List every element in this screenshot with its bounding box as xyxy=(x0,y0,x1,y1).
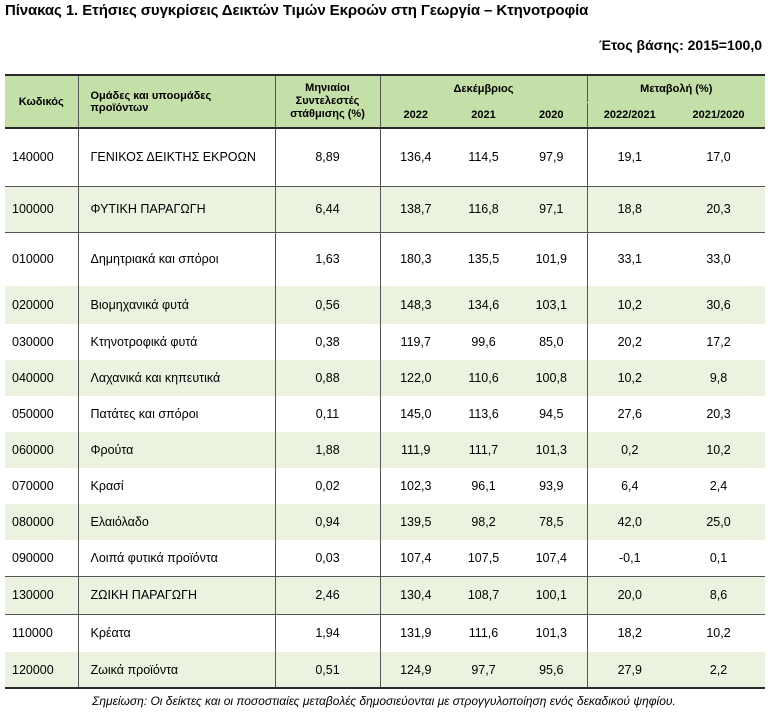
cell-code: 080000 xyxy=(5,504,78,540)
table-row xyxy=(5,232,765,286)
cell-change-2022-2021: 10,2 xyxy=(587,360,672,396)
table-row xyxy=(5,324,765,360)
cell-name: Λοιπά φυτικά προϊόντα xyxy=(78,540,275,576)
cell-name: Δημητριακά και σπόροι xyxy=(78,232,275,286)
cell-change-2022-2021: 18,2 xyxy=(587,614,672,652)
cell-dec-2020: 97,9 xyxy=(516,128,587,186)
header-2021: 2021 xyxy=(451,103,516,129)
cell-dec-2021: 97,7 xyxy=(451,652,516,688)
cell-change-2022-2021: 6,4 xyxy=(621,479,639,493)
cell-dec-2020: 94,5 xyxy=(516,396,587,432)
table-row xyxy=(5,128,765,186)
cell-change-2021-2020: 25,0 xyxy=(672,504,765,540)
cell-change-2022-2021: -0,1 xyxy=(618,550,641,565)
cell-change-2021-2020: 20,3 xyxy=(706,407,731,421)
cell-dec-2021: 107,5 xyxy=(467,550,500,565)
cell-change-2022-2021: 42,0 xyxy=(587,504,672,540)
cell-change-2022-2021: 33,1 xyxy=(587,232,672,286)
cell-dec-2021: 135,5 xyxy=(451,232,516,286)
cell-name: Πατάτες και σπόροι xyxy=(78,396,275,432)
cell-weight: 0,38 xyxy=(275,324,380,360)
cell-name: Βιομηχανικά φυτά xyxy=(78,286,275,324)
cell-dec-2020: 100,1 xyxy=(516,576,587,614)
cell-weight: 0,94 xyxy=(275,504,380,540)
cell-weight: 1,88 xyxy=(275,432,380,468)
cell-dec-2022: 136,4 xyxy=(400,150,432,165)
cell-weight: 1,63 xyxy=(275,232,380,286)
cell-name: Λαχανικά και κηπευτικά xyxy=(78,360,275,396)
cell-dec-2021: 111,7 xyxy=(451,432,516,468)
cell-change-2021-2020: 10,2 xyxy=(672,432,765,468)
cell-code: 090000 xyxy=(5,540,78,576)
cell-dec-2021: 99,6 xyxy=(471,335,496,349)
cell-dec-2022: 180,3 xyxy=(380,232,451,286)
cell-weight: 0,03 xyxy=(275,540,380,576)
table-row xyxy=(5,468,765,504)
cell-code: 100000 xyxy=(5,186,78,232)
cell-change-2022-2021: 20,2 xyxy=(617,335,642,349)
cell-change-2021-2020: 17,0 xyxy=(706,150,731,165)
cell-dec-2020: 85,0 xyxy=(516,324,587,360)
cell-dec-2022: 138,7 xyxy=(380,186,451,232)
cell-code: 130000 xyxy=(5,576,78,614)
cell-code: 030000 xyxy=(5,324,78,360)
cell-change-2021-2020: 0,1 xyxy=(709,550,728,565)
cell-dec-2020: 101,9 xyxy=(516,232,587,286)
header-change-2022-2021: 2022/2021 xyxy=(587,103,672,129)
cell-code: 060000 xyxy=(5,432,78,468)
cell-weight: 0,88 xyxy=(275,360,380,396)
table-title: Πίνακας 1. Ετήσιες συγκρίσεις Δεικτών Τιμών Εκροών στη Γεωργία – Κτηνοτροφία xyxy=(5,2,589,19)
cell-name: Κτηνοτροφικά φυτά xyxy=(78,324,275,360)
cell-change-2021-2020: 2,4 xyxy=(709,479,728,493)
table-row xyxy=(5,504,765,540)
cell-change-2022-2021: 27,9 xyxy=(587,652,672,688)
cell-change-2022-2021: 18,8 xyxy=(587,186,672,232)
table-row xyxy=(5,432,765,468)
cell-dec-2021: 96,1 xyxy=(471,479,496,493)
cell-name: Ελαιόλαδο xyxy=(78,504,275,540)
cell-weight: 0,02 xyxy=(275,468,380,504)
cell-name: ΓΕΝΙΚΟΣ ΔΕΙΚΤΗΣ ΕΚΡΟΩΝ xyxy=(78,128,275,186)
cell-dec-2022: 130,4 xyxy=(380,576,451,614)
table-row xyxy=(5,286,765,324)
cell-name: ΦΥΤΙΚΗ ΠΑΡΑΓΩΓΗ xyxy=(78,186,275,232)
cell-dec-2020: 100,8 xyxy=(516,360,587,396)
cell-dec-2020: 78,5 xyxy=(516,504,587,540)
cell-dec-2021: 111,6 xyxy=(451,614,516,652)
cell-change-2021-2020: 33,0 xyxy=(672,232,765,286)
cell-change-2022-2021: 0,2 xyxy=(587,432,672,468)
table-row xyxy=(5,576,765,614)
table-row xyxy=(5,396,765,432)
cell-dec-2020: 101,3 xyxy=(516,432,587,468)
header-2020: 2020 xyxy=(516,103,587,129)
cell-weight: 8,89 xyxy=(275,128,380,186)
cell-code: 140000 xyxy=(5,128,78,186)
cell-change-2022-2021: 20,0 xyxy=(587,576,672,614)
cell-dec-2020: 101,3 xyxy=(516,614,587,652)
header-change-2021-2020: 2021/2020 xyxy=(672,103,765,129)
cell-change-2021-2020: 17,2 xyxy=(706,335,731,349)
cell-dec-2022: 139,5 xyxy=(380,504,451,540)
header-code: Κωδικός xyxy=(5,75,78,128)
table-row xyxy=(5,360,765,396)
cell-dec-2022: 131,9 xyxy=(380,614,451,652)
cell-name: Ζωικά προϊόντα xyxy=(78,652,275,688)
cell-dec-2020: 93,9 xyxy=(516,468,587,504)
cell-weight: 0,11 xyxy=(275,396,380,432)
cell-change-2021-2020: 2,2 xyxy=(672,652,765,688)
header-weights: Μηνιαίοι Συντελεστές στάθμισης (%) xyxy=(275,75,380,128)
header-groups: Ομάδες και υπoομάδες προϊόντων xyxy=(78,75,275,128)
table-body xyxy=(5,128,765,688)
cell-weight: 2,46 xyxy=(275,576,380,614)
cell-code: 010000 xyxy=(5,232,78,286)
header-december: Δεκέμβριος xyxy=(380,75,587,103)
cell-code: 020000 xyxy=(5,286,78,324)
cell-dec-2022: 148,3 xyxy=(380,286,451,324)
cell-dec-2022: 122,0 xyxy=(380,360,451,396)
cell-code: 110000 xyxy=(5,614,78,652)
cell-change-2022-2021: 27,6 xyxy=(617,407,642,421)
cell-dec-2021: 98,2 xyxy=(451,504,516,540)
cell-code: 070000 xyxy=(5,468,78,504)
table-row xyxy=(5,540,765,576)
cell-name: Κρέατα xyxy=(78,614,275,652)
cell-change-2021-2020: 9,8 xyxy=(672,360,765,396)
cell-dec-2021: 110,6 xyxy=(451,360,516,396)
cell-dec-2021: 114,5 xyxy=(468,150,499,165)
cell-code: 050000 xyxy=(5,396,78,432)
cell-name: Φρούτα xyxy=(78,432,275,468)
cell-weight: 0,51 xyxy=(275,652,380,688)
cell-name: ΖΩΙΚΗ ΠΑΡΑΓΩΓΗ xyxy=(78,576,275,614)
table-row xyxy=(5,652,765,688)
table-row xyxy=(5,614,765,652)
cell-change-2022-2021: 10,2 xyxy=(587,286,672,324)
cell-dec-2022: 145,0 xyxy=(400,407,432,421)
cell-dec-2020: 95,6 xyxy=(516,652,587,688)
cell-code: 040000 xyxy=(5,360,78,396)
cell-change-2021-2020: 8,6 xyxy=(672,576,765,614)
cell-dec-2021: 134,6 xyxy=(451,286,516,324)
table-row xyxy=(5,186,765,232)
cell-code: 120000 xyxy=(5,652,78,688)
header-2022: 2022 xyxy=(380,103,451,129)
cell-dec-2022: 124,9 xyxy=(380,652,451,688)
cell-dec-2022: 111,9 xyxy=(380,432,451,468)
cell-dec-2020: 103,1 xyxy=(516,286,587,324)
cell-dec-2021: 113,6 xyxy=(468,407,499,421)
header-change: Μεταβολή (%) xyxy=(587,75,765,103)
cell-dec-2022: 119,7 xyxy=(400,335,431,349)
cell-weight: 6,44 xyxy=(275,186,380,232)
cell-weight: 1,94 xyxy=(275,614,380,652)
cell-dec-2022: 107,4 xyxy=(400,550,432,565)
cell-weight: 0,56 xyxy=(275,286,380,324)
cell-change-2021-2020: 30,6 xyxy=(672,286,765,324)
cell-dec-2021: 116,8 xyxy=(451,186,516,232)
cell-dec-2020: 107,4 xyxy=(516,540,587,576)
cell-dec-2021: 108,7 xyxy=(451,576,516,614)
cell-dec-2020: 97,1 xyxy=(516,186,587,232)
footnote: Σημείωση: Οι δείκτες και οι ποσοστιαίες μεταβολές δημοσιεύονται με στρογγυλοποίηση ενός δεκαδικού ψηφίου. xyxy=(92,694,676,708)
cell-change-2022-2021: 19,1 xyxy=(617,150,642,165)
cell-change-2021-2020: 20,3 xyxy=(672,186,765,232)
cell-dec-2022: 102,3 xyxy=(400,479,432,493)
base-year-label: Έτος βάσης: 2015=100,0 xyxy=(599,37,762,53)
cell-change-2021-2020: 10,2 xyxy=(672,614,765,652)
cell-name: Κρασί xyxy=(78,468,275,504)
price-index-table xyxy=(5,74,765,689)
